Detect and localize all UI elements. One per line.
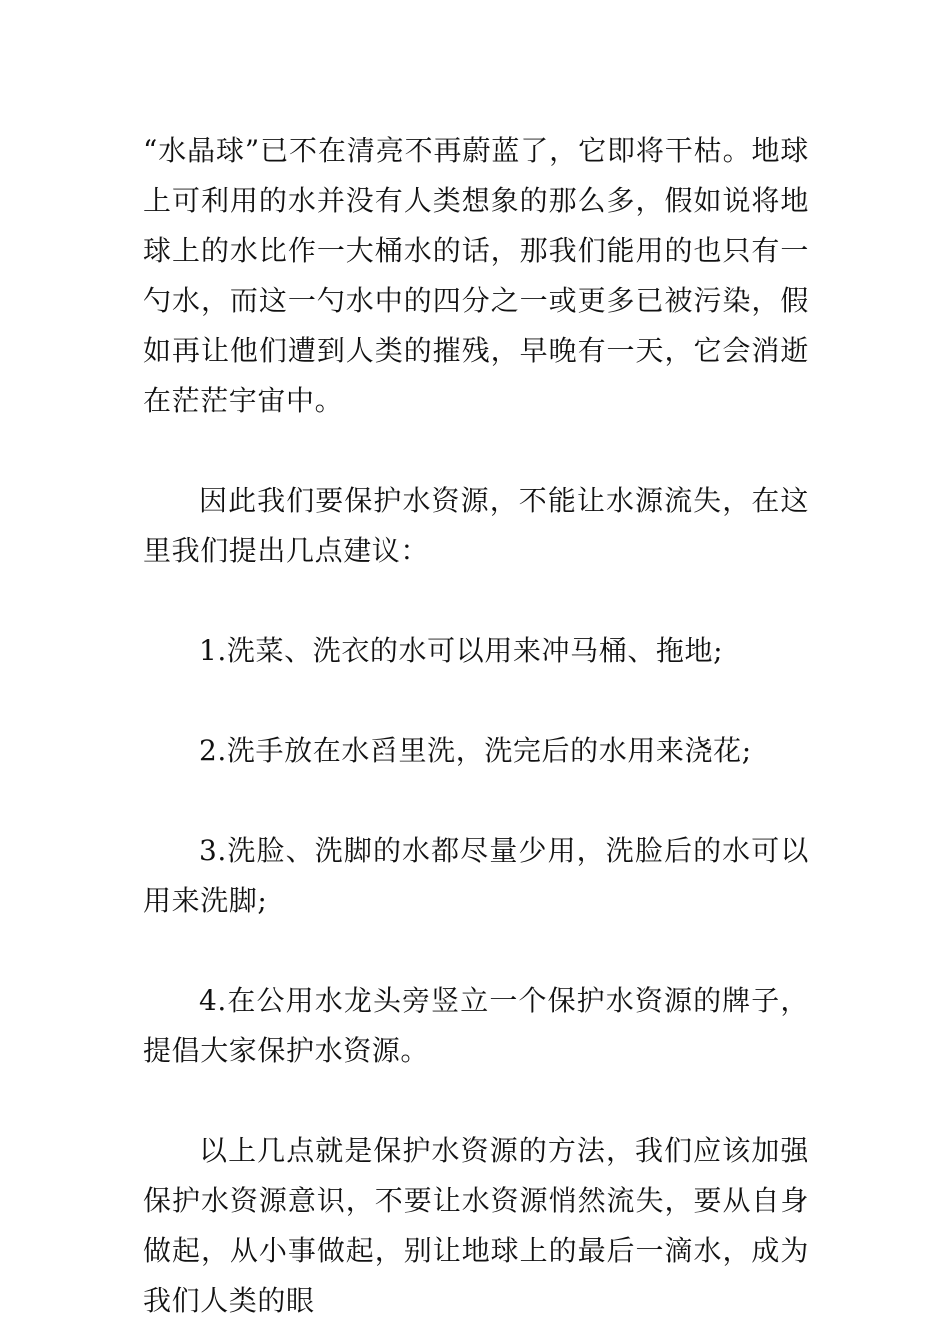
document-body bbox=[143, 126, 809, 1326]
paragraph-conclusion: 以上几点就是保护水资源的方法，我们应该加强保护水资源意识，不要让水资源悄然流失，要从自身做起，从小事做起，别让地球上的最后一滴水，成为我们人类的眼 bbox=[143, 1134, 809, 1317]
suggestion-4: 4.在公用水龙头旁竖立一个保护水资源的牌子，提倡大家保护水资源。 bbox=[143, 984, 809, 1067]
paragraph-proposal: 因此我们要保护水资源，不能让水源流失，在这里我们提出几点建议： bbox=[143, 484, 809, 567]
suggestion-3: 3.洗脸、洗脚的水都尽量少用，洗脸后的水可以用来洗脚; bbox=[143, 834, 809, 917]
paragraph-intro: “水晶球”已不在清亮不再蔚蓝了，它即将干枯。地球上可利用的水并没有人类想象的那么多，假如说将地球上的水比作一大桶水的话，那我们能用的也只有一勺水，而这一勺水中的四分之一或更多已被污染，假如再让他们遭到人类的摧残，早晚有一天，它会消逝在茫茫宇宙中。 bbox=[143, 134, 809, 417]
suggestion-1: 1.洗菜、洗衣的水可以用来冲马桶、拖地; bbox=[199, 634, 724, 667]
suggestion-2: 2.洗手放在水舀里洗，洗完后的水用来浇花; bbox=[199, 734, 752, 767]
